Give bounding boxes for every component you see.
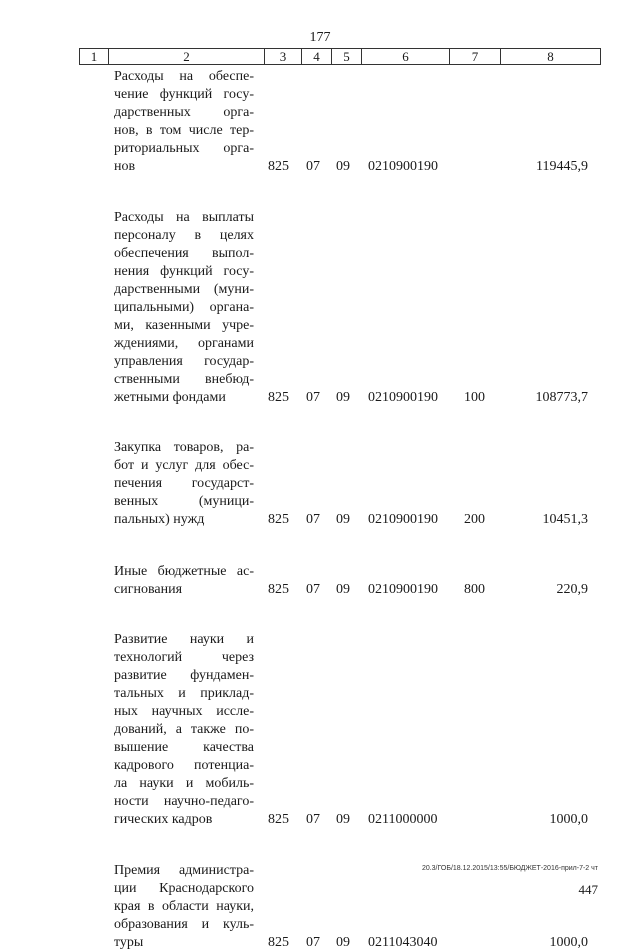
row-cell-c5: 09 [336,812,350,827]
row-cell-c5: 09 [336,582,350,597]
row-cell-c6: 0210900190 [368,159,438,174]
description-line: дарственными (муни- [114,282,254,297]
row-description [114,209,254,407]
column-header-7: 7 [450,49,501,65]
row-description [114,439,254,529]
row-description [114,563,254,599]
budget-row [0,631,640,829]
row-cell-c4: 07 [306,935,320,950]
description-line: риториальных орга- [114,141,254,156]
description-line: ждениями, органами [114,336,254,351]
description-line: образования и куль- [114,917,254,932]
row-cell-c4: 07 [306,812,320,827]
row-cell-c6: 0211000000 [368,812,438,827]
document-page-number: 447 [578,882,598,897]
column-header-8: 8 [501,49,601,65]
description-line: ла науки и мобиль- [114,776,254,791]
description-line: туры [114,935,144,950]
row-cell-c7: 100 [464,390,485,405]
description-line: вышение качества [114,740,254,755]
description-line: Развитие науки и [114,632,254,647]
row-cell-c8: 10451,3 [542,512,588,527]
column-header-5: 5 [332,49,362,65]
description-line: обеспечения выпол- [114,246,254,261]
budget-row [0,68,640,176]
description-line: печения государст- [114,476,254,491]
row-cell-c8: 1000,0 [549,935,588,950]
row-cell-c5: 09 [336,935,350,950]
row-cell-c8: 119445,9 [536,159,588,174]
row-cell-c8: 1000,0 [549,812,588,827]
description-line: развитие фундамен- [114,668,254,683]
description-line: ципальными) органа- [114,300,254,315]
row-cell-c3: 825 [268,812,289,827]
row-cell-c6: 0211043040 [368,935,438,950]
description-line: Премия администра- [114,863,254,878]
row-cell-c8: 220,9 [556,582,588,597]
description-line: дарственных орга- [114,105,254,120]
row-cell-c5: 09 [336,390,350,405]
description-line: кадрового потенциа- [114,758,254,773]
row-cell-c4: 07 [306,512,320,527]
row-cell-c3: 825 [268,390,289,405]
column-header-6: 6 [362,49,450,65]
row-description [114,68,254,176]
budget-row [0,862,640,952]
document-code: 20.3/ГОБ/18.12.2015/13:55/БЮДЖЕТ-2016-прил-7-2 чт [421,865,598,872]
row-cell-c6: 0210900190 [368,512,438,527]
row-cell-c5: 09 [336,159,350,174]
description-line: Расходы на выплаты [114,210,254,225]
description-line: ности научно-педаго- [114,794,254,809]
description-line: ции Краснодарского [114,881,254,896]
budget-row [0,209,640,407]
description-line: жетными фондами [114,390,226,405]
row-cell-c6: 0210900190 [368,390,438,405]
description-line: края в области науки, [114,899,254,914]
column-header-2: 2 [109,49,265,65]
row-cell-c3: 825 [268,935,289,950]
budget-row [0,439,640,529]
description-line: нения функций госу- [114,264,254,279]
row-cell-c6: 0210900190 [368,582,438,597]
description-line: пальных) нужд [114,512,205,527]
row-cell-c4: 07 [306,390,320,405]
description-line: сигнования [114,582,183,597]
row-cell-c5: 09 [336,512,350,527]
description-line: чение функций госу- [114,87,254,102]
column-header-1: 1 [80,49,109,65]
description-line: Иные бюджетные ас- [114,564,254,579]
row-cell-c4: 07 [306,582,320,597]
description-line: дований, а также по- [114,722,254,737]
description-line: Закупка товаров, ра- [114,440,254,455]
description-line: ных научных иссле- [114,704,254,719]
row-cell-c7: 800 [464,582,485,597]
column-header-table [79,48,601,65]
column-header-3: 3 [265,49,302,65]
row-cell-c3: 825 [268,159,289,174]
description-line: венных (муници- [114,494,254,509]
row-description [114,631,254,829]
description-line: технологий через [114,650,254,665]
budget-row [0,563,640,599]
description-line: персоналу в целях [114,228,254,243]
row-cell-c8: 108773,7 [535,390,588,405]
description-line: управления государ- [114,354,254,369]
description-line: тальных и приклад- [114,686,254,701]
description-line: ственными внебюд- [114,372,254,387]
description-line: бот и услуг для обес- [114,458,254,473]
page-number: 177 [309,30,331,45]
row-description [114,862,254,952]
column-header-4: 4 [302,49,332,65]
row-cell-c4: 07 [306,159,320,174]
description-line: нов, в том числе тер- [114,123,254,138]
description-line: нов [114,159,136,174]
description-line: гических кадров [114,812,213,827]
description-line: Расходы на обеспе- [114,69,254,84]
row-cell-c3: 825 [268,582,289,597]
row-cell-c3: 825 [268,512,289,527]
description-line: ми, казенными учре- [114,318,254,333]
row-cell-c7: 200 [464,512,485,527]
